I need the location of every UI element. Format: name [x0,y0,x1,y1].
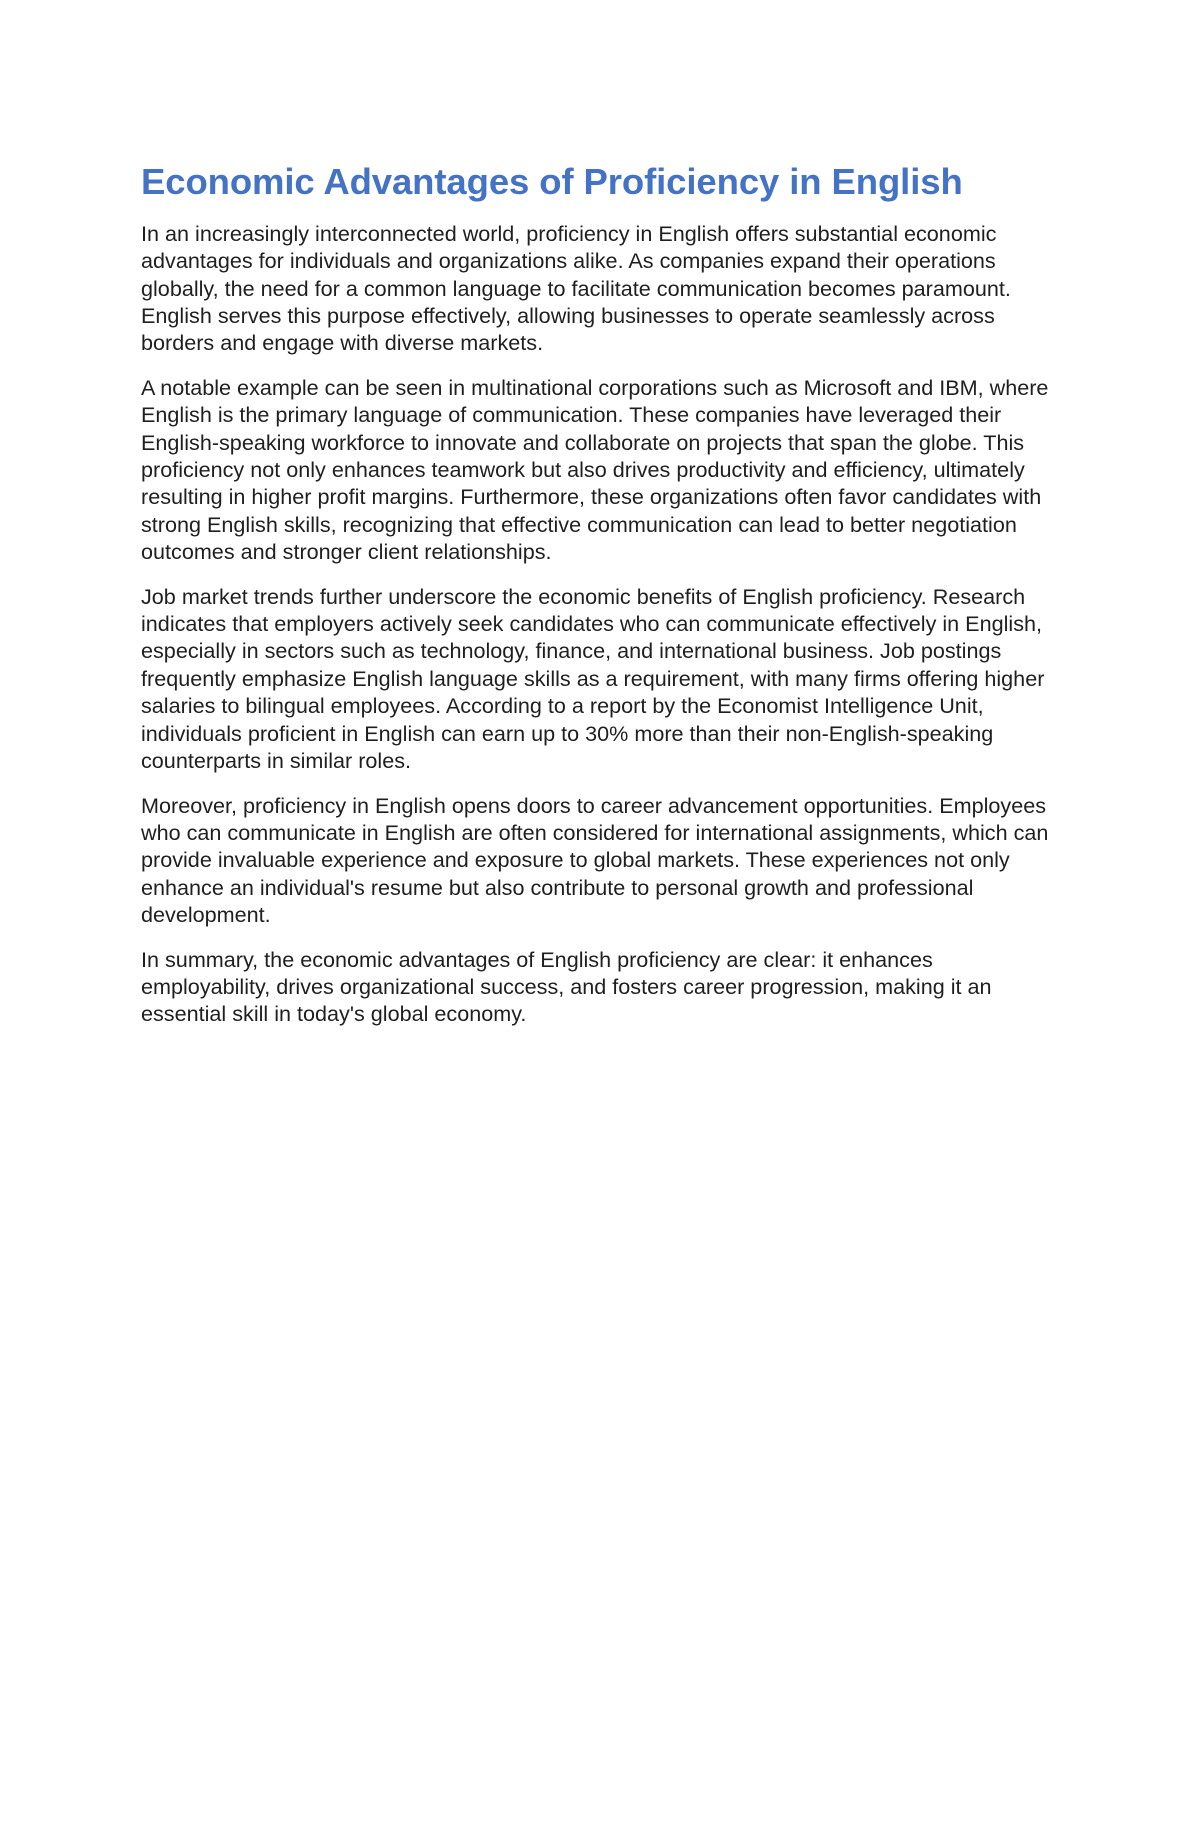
paragraph-intro: In an increasingly interconnected world, proficiency in English offers substantial economic advantages for individuals and organizations alike. As companies expand their operations globally, the need for a common language to facilitate communication becomes paramount. English serves this purpose effectively, allowing businesses to operate seamlessly across borders and engage with diverse markets. [141,220,1011,356]
paragraph-summary: In summary, the economic advantages of English proficiency are clear: it enhances employability, drives organizational success, and fosters career progression, making it an essential skill in today's global economy. [141,946,992,1027]
paragraph-career-advancement: Moreover, proficiency in English opens doors to career advancement opportunities. Employees who can communicate in English are often considered for international assignments, which can provide invaluable experience and exposure to global markets. These experiences not only enhance an individual's resume but also contribute to personal growth and professional development. [141,792,1049,928]
paragraph-job-market: Job market trends further underscore the economic benefits of English proficiency. Research indicates that employers actively seek candidates who can communicate effectively in English, especially in sectors such as technology, finance, and international business. Job postings frequently emphasize English language skills as a requirement, with many firms offering higher salaries to bilingual employees. According to a report by the Economist Intelligence Unit, individuals proficient in English can earn up to 30% more than their non-English-speaking counterparts in similar roles. [141,583,1045,774]
document-title: Economic Advantages of Proficiency in English [141,161,963,202]
paragraph-multinational-example: A notable example can be seen in multinational corporations such as Microsoft and IBM, where English is the primary language of communication. These companies have leveraged their English-speaking workforce to innovate and collaborate on projects that span the globe. This proficiency not only enhances teamwork but also drives productivity and efficiency, ultimately resulting in higher profit margins. Furthermore, these organizations often favor candidates with strong English skills, recognizing that effective communication can lead to better negotiation outcomes and stronger client relationships. [141,374,1049,565]
document-body [141,160,1056,1045]
